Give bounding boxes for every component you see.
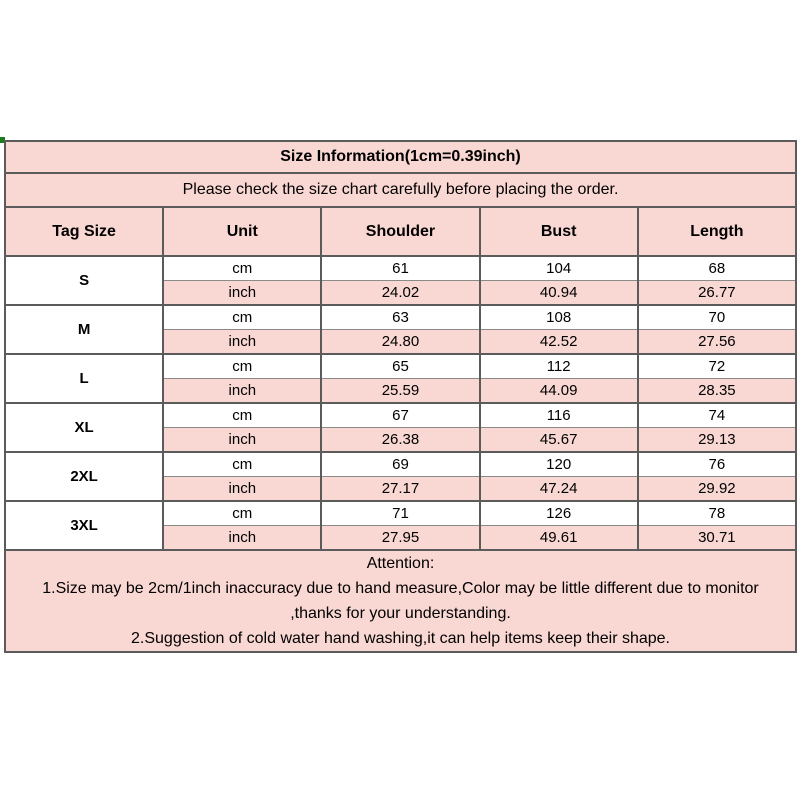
cell-bust-cm: 108 [480, 305, 638, 330]
cell-length-cm: 68 [638, 256, 796, 281]
cell-shoulder-inch: 27.17 [321, 477, 479, 502]
cell-bust-cm: 120 [480, 452, 638, 477]
unit-cell-cm: cm [163, 501, 321, 526]
column-header-length: Length [638, 207, 796, 256]
column-header-shoulder: Shoulder [321, 207, 479, 256]
unit-cell-inch: inch [163, 281, 321, 306]
cell-length-cm: 78 [638, 501, 796, 526]
attention-line-1-cont: ,thanks for your understanding. [290, 605, 511, 622]
table-row-2xl-cm [5, 452, 796, 477]
cell-shoulder-inch: 27.95 [321, 526, 479, 551]
cell-shoulder-inch: 26.38 [321, 428, 479, 453]
table-subtitle: Please check the size chart carefully before placing the order. [5, 173, 796, 207]
cell-shoulder-inch: 24.80 [321, 330, 479, 355]
cell-shoulder-cm: 61 [321, 256, 479, 281]
unit-cell-cm: cm [163, 256, 321, 281]
table-row-s-cm [5, 256, 796, 281]
attention-line-1: 1.Size may be 2cm/1inch inaccuracy due to hand measure,Color may be little different due to monitor [42, 580, 759, 597]
unit-cell-inch: inch [163, 428, 321, 453]
cell-length-inch: 26.77 [638, 281, 796, 306]
subtitle-row [5, 173, 796, 207]
cell-bust-inch: 40.94 [480, 281, 638, 306]
attention-block [5, 550, 796, 652]
table-title: Size Information(1cm=0.39inch) [5, 141, 796, 173]
cell-bust-inch: 45.67 [480, 428, 638, 453]
size-label: XL [5, 403, 163, 452]
cell-length-inch: 29.92 [638, 477, 796, 502]
cell-shoulder-cm: 69 [321, 452, 479, 477]
unit-cell-cm: cm [163, 403, 321, 428]
unit-cell-inch: inch [163, 379, 321, 404]
size-label: 3XL [5, 501, 163, 550]
cell-length-cm: 76 [638, 452, 796, 477]
unit-cell-cm: cm [163, 305, 321, 330]
cell-length-inch: 30.71 [638, 526, 796, 551]
cell-length-inch: 28.35 [638, 379, 796, 404]
attention-row [5, 550, 796, 652]
unit-cell-cm: cm [163, 452, 321, 477]
cell-bust-inch: 49.61 [480, 526, 638, 551]
unit-cell-inch: inch [163, 330, 321, 355]
cell-bust-cm: 104 [480, 256, 638, 281]
cell-length-inch: 29.13 [638, 428, 796, 453]
size-label: M [5, 305, 163, 354]
cell-shoulder-cm: 63 [321, 305, 479, 330]
column-header-tag-size: Tag Size [5, 207, 163, 256]
table-row-l-cm [5, 354, 796, 379]
table-row-3xl-cm [5, 501, 796, 526]
cell-bust-inch: 42.52 [480, 330, 638, 355]
attention-heading: Attention: [366, 555, 435, 572]
column-header-bust: Bust [480, 207, 638, 256]
size-label: 2XL [5, 452, 163, 501]
cell-bust-cm: 126 [480, 501, 638, 526]
cell-shoulder-cm: 67 [321, 403, 479, 428]
cell-length-cm: 72 [638, 354, 796, 379]
column-header-unit: Unit [163, 207, 321, 256]
size-label: S [5, 256, 163, 305]
cell-shoulder-cm: 65 [321, 354, 479, 379]
cell-shoulder-inch: 24.02 [321, 281, 479, 306]
size-information-table [4, 140, 797, 653]
size-label: L [5, 354, 163, 403]
table-row-xl-cm [5, 403, 796, 428]
unit-cell-cm: cm [163, 354, 321, 379]
cell-bust-cm: 112 [480, 354, 638, 379]
header-row [5, 207, 796, 256]
cell-bust-inch: 47.24 [480, 477, 638, 502]
cell-length-cm: 74 [638, 403, 796, 428]
cell-length-inch: 27.56 [638, 330, 796, 355]
unit-cell-inch: inch [163, 526, 321, 551]
cell-bust-inch: 44.09 [480, 379, 638, 404]
table-row-m-cm [5, 305, 796, 330]
cell-bust-cm: 116 [480, 403, 638, 428]
unit-cell-inch: inch [163, 477, 321, 502]
cell-length-cm: 70 [638, 305, 796, 330]
title-row [5, 141, 796, 173]
cell-shoulder-cm: 71 [321, 501, 479, 526]
cell-shoulder-inch: 25.59 [321, 379, 479, 404]
attention-line-2: 2.Suggestion of cold water hand washing,it can help items keep their shape. [131, 630, 670, 647]
